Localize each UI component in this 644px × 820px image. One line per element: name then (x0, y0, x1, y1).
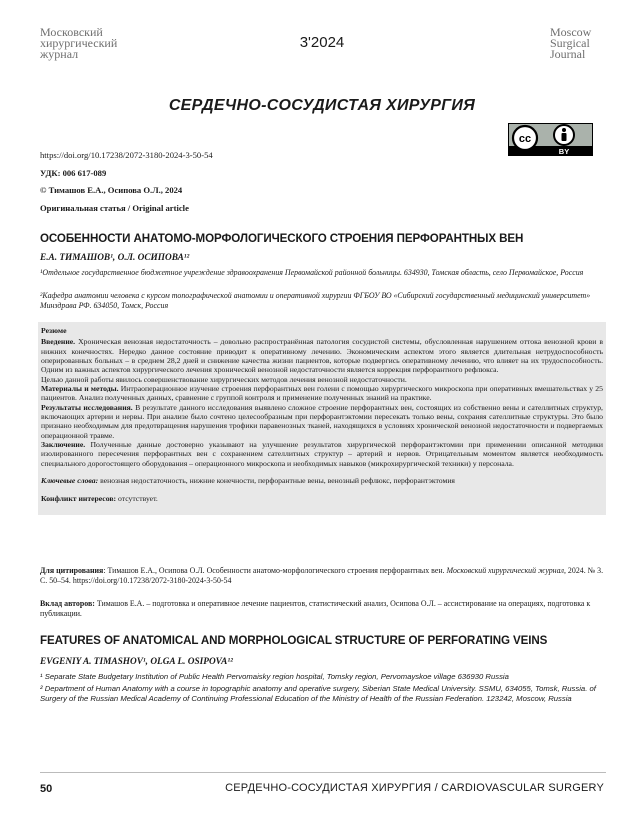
contribution-text: Тимашов Е.А. – подготовка и оперативное лечение пациентов, статистический анализ, Осипова О.Л. – ассистирование на операциях, подготовка к публикации. (40, 599, 591, 618)
footer-divider (40, 772, 606, 773)
contribution-label: Вклад авторов: (40, 599, 95, 608)
cc-by-license-badge[interactable] (508, 123, 593, 156)
article-type: Оригинальная статья / Original article (40, 203, 189, 213)
citation-journal: Московский хирургический журнал (446, 566, 564, 575)
results-label: Результаты исследования. (41, 402, 133, 412)
results-text: В результате данного исследования выявлено сложное строение перфорантных вен, состоящих из собственно вены и сателлитных структур, включающих артерии и нервы. При анализе было сочтено целесообразным при перфорантэктомии пересекать только вены, сохраняя сателлитные структуры. Это было признано необходимым для предотвращения нарушения трофики паравенозных тканей, находящихся в условиях хронической венозной недостаточности и подвергаемых операционной травме. (41, 402, 603, 440)
issue-number: 3'2024 (299, 34, 345, 51)
by-text: BY (558, 147, 570, 156)
doi-link[interactable]: https://doi.org/10.17238/2072-3180-2024-3-50-54 (40, 150, 213, 160)
logo-ru-line3: журнал (40, 47, 79, 61)
cc-text: cc (518, 133, 532, 145)
journal-logo-en (550, 27, 591, 60)
page-number: 50 (40, 783, 53, 795)
abstract-results (41, 403, 603, 440)
abstract-aim: Целью данной работы явилось совершенствование хирургических методов лечения венозной недостаточности. (41, 374, 407, 384)
logo-en-line2: Surgical (550, 36, 590, 50)
article-title-en: FEATURES OF ANATOMICAL AND MORPHOLOGICAL STRUCTURE OF PERFORATING VEINS (40, 634, 548, 647)
keywords-label: Ключевые слова: (41, 476, 99, 486)
methods-label: Материалы и методы. (41, 384, 119, 394)
methods-text: Интраоперационное изучение строения перфорантных вен голени с помощью хирургического микроскопа при оперативных вмешательствах у 25 пациентов. Анализ полученных данных, сравнение с группой контроля и применение полученных знаний на практике. (41, 384, 603, 403)
logo-ru-line2: хирургический (40, 36, 118, 50)
affiliation-ru-1: ¹Отдельное государственное бюджетное учреждение здравоохранения Первомайской районной больницы. 634930, Томская область, село Первомайское, Россия (40, 268, 584, 277)
abstract-intro (41, 337, 603, 374)
abstract-methods (41, 384, 603, 403)
citation (40, 566, 606, 586)
section-title: СЕРДЕЧНО-СОСУДИСТАЯ ХИРУРГИЯ (168, 97, 476, 114)
conflict-label: Конфликт интересов: (41, 493, 117, 503)
abstract-conflict (41, 494, 603, 503)
cc-by-icon (508, 123, 593, 156)
intro-label: Введение. (41, 337, 76, 347)
logo-en-line1: Moscow (550, 25, 592, 39)
affiliation-ru-2: ²Кафедра анатомии человека с курсом топографической анатомии и оперативной хирургии ФГБОУ ВО «Сибирский государственный медицинский университет» Минздрава РФ. 634050, Томск, Россия (40, 291, 591, 310)
conclusion-text: Полученные данные достоверно указывают на улучшение результатов хирургической перфорантэктомии при применении описанной методики изолированного пересечения перфорантных вен с сохранением сателлитных структур – артерий и нервов. Отрицательным моментом является необходимость специального дорогостоящего оборудования – операционного микроскопа и необходимых навыков (микрохирургической техники) у персонала. (41, 440, 603, 468)
abstract-heading: Резюме (41, 326, 67, 335)
affiliation-en-2: ² Department of Human Anatomy with a course in topographic anatomy and operative surgery, Siberian State Medical University. SSMU, 634055, Tomsk, Russia. of Surgery of the Russian Medical Academy of Continuing Professional Education of the Ministry of Health of the Russian Federation. 123242, Moscow, Russia (40, 684, 596, 703)
abstract-box (38, 322, 606, 515)
contribution (40, 599, 606, 619)
citation-text-b: , 2024. № 3. С. 50–54. https://doi.org/10.17238/2072-3180-2024-3-50-54 (40, 566, 604, 585)
udk: УДК: 006 617-089 (40, 168, 107, 178)
abstract-keywords (41, 476, 603, 485)
affiliation-en-1: ¹ Separate State Budgetary Institution of Public Health Pervomaisky region hospital, Tomsky region, Pervomayskoe village 636930 Russia (40, 672, 509, 681)
citation-label: Для цитирования (40, 566, 104, 575)
running-footer: СЕРДЕЧНО-СОСУДИСТАЯ ХИРУРГИЯ / CARDIOVASCULAR SURGERY (225, 782, 604, 794)
conflict-text: отсутствует. (116, 493, 158, 503)
authors-en: EVGENIY A. TIMASHOV¹, OLGA L. OSIPOVA¹² (40, 657, 233, 667)
logo-ru-line1: Московский (40, 25, 103, 39)
copyright: © Тимашов Е.А., Осипова О.Л., 2024 (40, 185, 183, 195)
keywords-text: венозная недостаточность, нижние конечности, перфорантные вены, венозный рефлюкс, перфорантэктомия (98, 476, 455, 486)
logo-en-line3: Journal (550, 47, 586, 61)
authors-ru: Е.А. ТИМАШОВ¹, О.Л. ОСИПОВА¹² (40, 253, 190, 263)
article-title-ru: ОСОБЕННОСТИ АНАТОМО-МОРФОЛОГИЧЕСКОГО СТРОЕНИЯ ПЕРФОРАНТНЫХ ВЕН (40, 232, 524, 245)
conclusion-label: Заключение. (41, 440, 86, 450)
citation-text-a: : Тимашов Е.А., Осипова О.Л. Особенности анатомо-морфологического строения перфорантных вен. (103, 566, 447, 575)
intro-text: Хроническая венозная недостаточность – довольно распространённая патология сосудистой системы, обусловленная нарушением оттока венозной крови в нижних конечностях. Нередко данное состояние приводит к оперативному лечению. Экономическим аспектом этого является длительная нетрудоспособность оперированных больных – в среднем 28,2 дней и снижение качества жизни пациентов, которые подвергись оперативному лечению, что влияет на их трудоспособность. Одним из важных аспектов хирургического лечения хронической венозной недостаточности является коррекция перфорантного рефлюкса. (41, 337, 603, 375)
abstract-conclusion (41, 440, 603, 468)
